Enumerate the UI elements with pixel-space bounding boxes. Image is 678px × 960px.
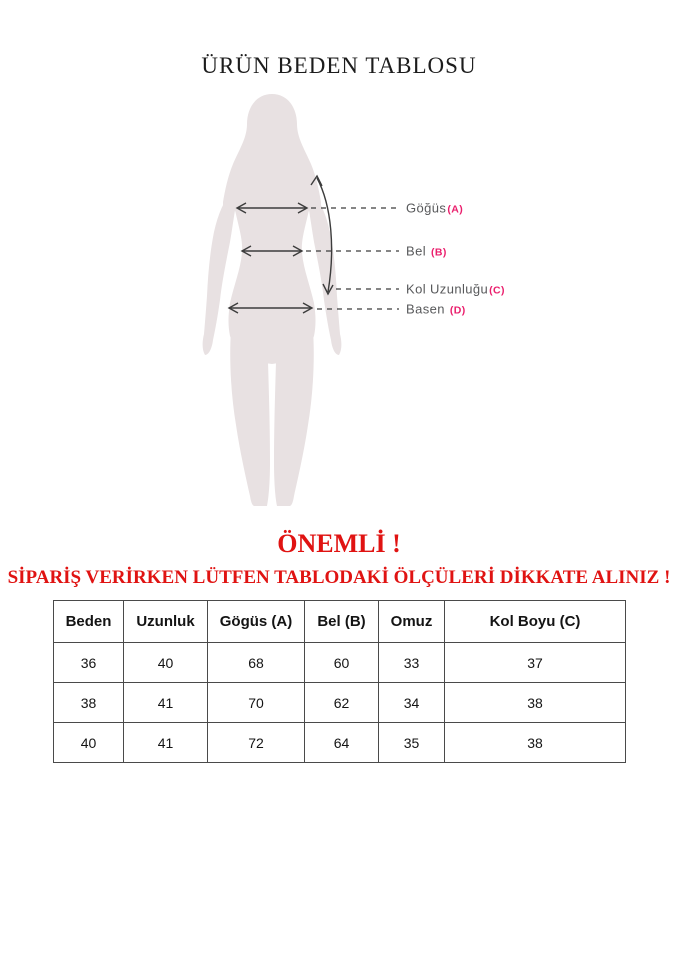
hip-label (406, 302, 466, 317)
chest-label-code: (A) (447, 203, 464, 216)
header-bel: Bel (B) (305, 601, 379, 643)
page-title: ÜRÜN BEDEN TABLOSU (201, 53, 477, 78)
size-table (53, 600, 626, 763)
chest-label (406, 201, 463, 216)
header-gogus: Gögüs (A) (208, 601, 305, 643)
table-row (54, 723, 626, 763)
chest-label-text: Göğüs (406, 200, 447, 216)
notice-message: SİPARİŞ VERİRKEN LÜTFEN TABLODAKİ ÖLÇÜLERİ DİKKATE ALINIZ ! (7, 567, 671, 588)
cell: 41 (124, 683, 208, 723)
cell: 36 (54, 643, 124, 683)
header-omuz: Omuz (379, 601, 445, 643)
cell: 38 (445, 723, 626, 763)
table-row (54, 643, 626, 683)
cell: 64 (305, 723, 379, 763)
cell: 68 (208, 643, 305, 683)
cell: 35 (379, 723, 445, 763)
cell: 38 (54, 683, 124, 723)
waist-label-code: (B) (431, 246, 447, 259)
arm-length-label-code: (C) (489, 284, 505, 297)
header-kol-boyu: Kol Boyu (C) (445, 601, 626, 643)
cell: 37 (445, 643, 626, 683)
cell: 40 (124, 643, 208, 683)
hip-label-text: Basen (406, 301, 445, 317)
cell: 72 (208, 723, 305, 763)
cell: 60 (305, 643, 379, 683)
arm-length-label-text: Kol Uzunluğu (406, 281, 489, 297)
cell: 38 (445, 683, 626, 723)
waist-label (406, 244, 447, 259)
arm-length-label (406, 282, 505, 297)
cell: 41 (124, 723, 208, 763)
cell: 34 (379, 683, 445, 723)
hip-label-code: (D) (449, 304, 466, 317)
cell: 40 (54, 723, 124, 763)
size-table-header-row (54, 601, 626, 643)
notice-heading: ÖNEMLİ ! (277, 529, 401, 558)
cell: 62 (305, 683, 379, 723)
waist-label-text: Bel (406, 243, 426, 259)
header-beden: Beden (54, 601, 124, 643)
cell: 70 (208, 683, 305, 723)
header-uzunluk: Uzunluk (124, 601, 208, 643)
table-row (54, 683, 626, 723)
cell: 33 (379, 643, 445, 683)
female-body-silhouette-icon (203, 94, 342, 506)
